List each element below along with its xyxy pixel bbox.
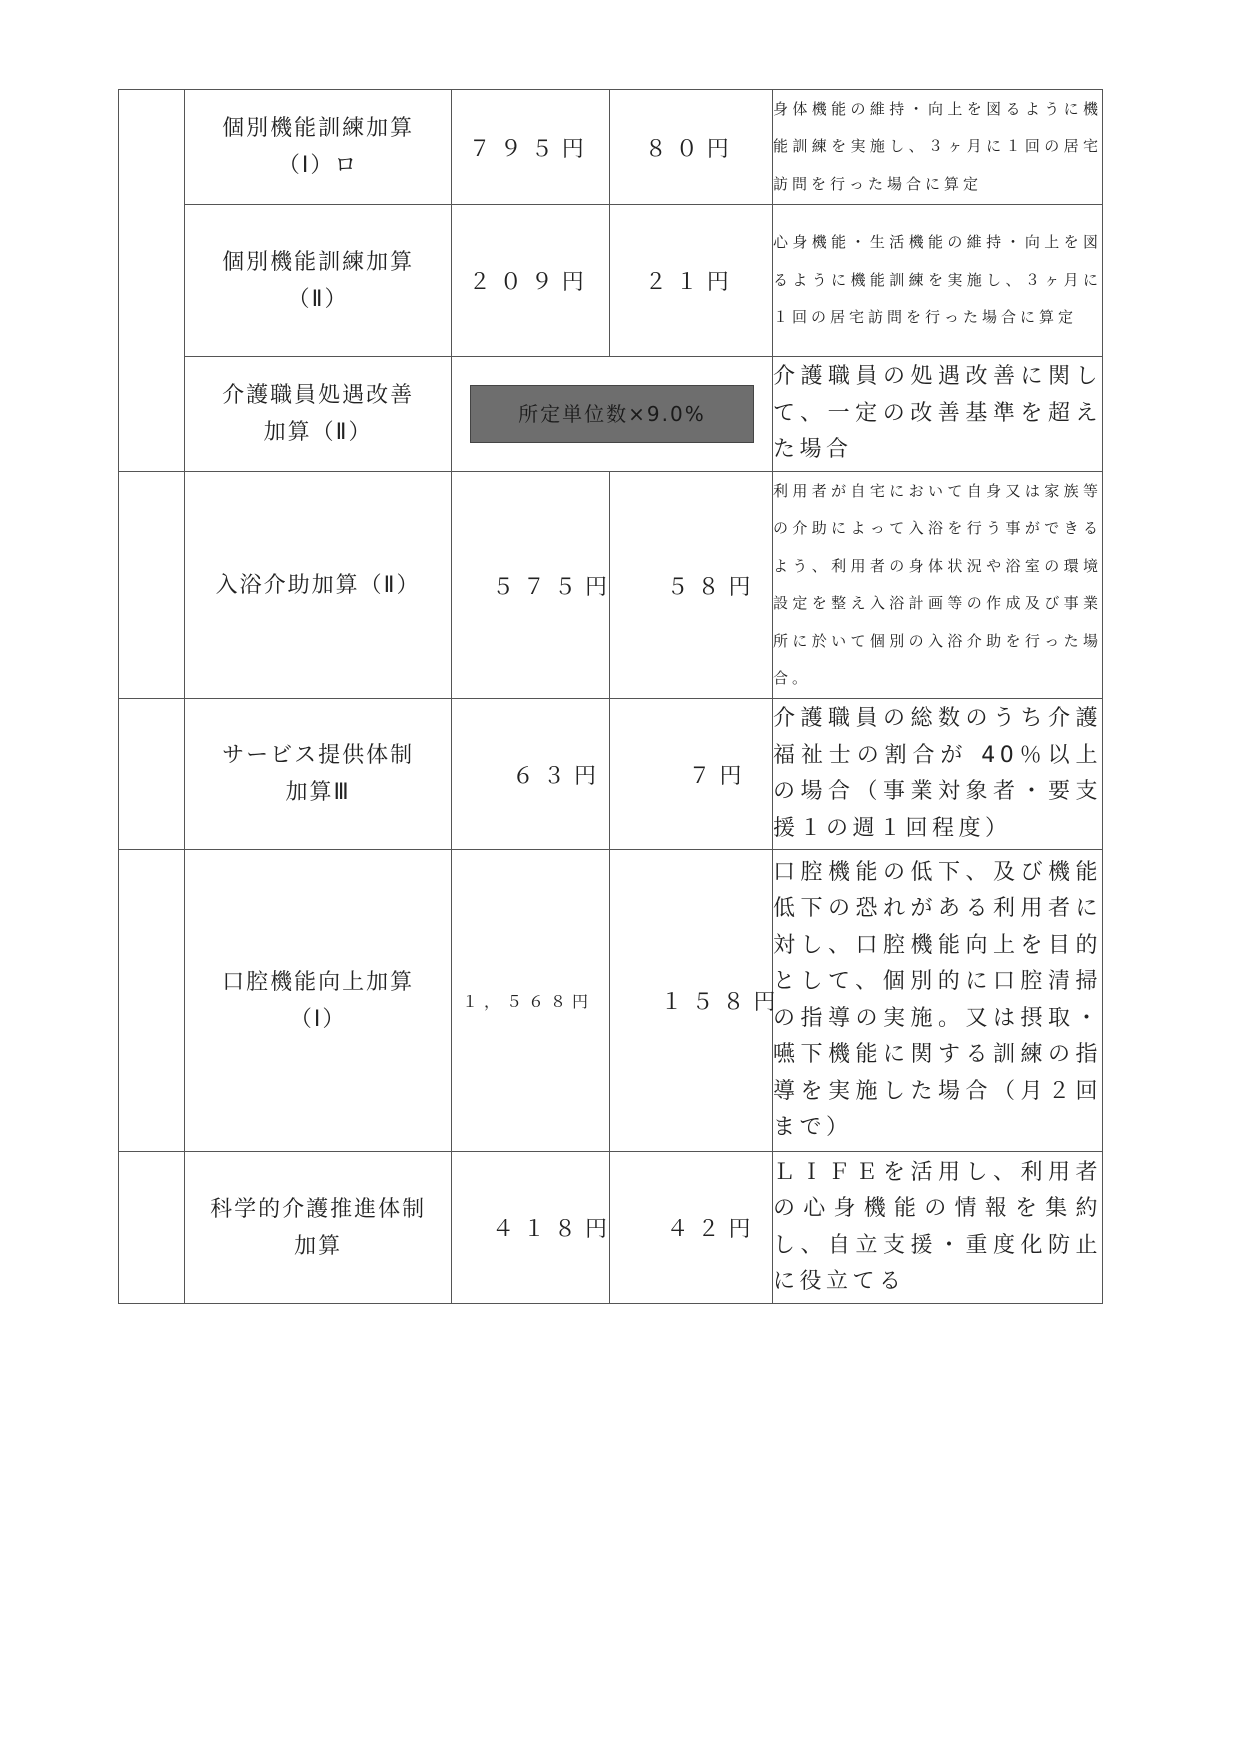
category-cell bbox=[119, 699, 185, 850]
category-cell bbox=[119, 90, 185, 472]
copay-amount: １５８円 bbox=[610, 850, 772, 1152]
condition-text: 口腔機能の低下、及び機能低下の恐れがある利用者に対し、口腔機能向上を目的として、個別的に口腔清掃の指導の実施。又は摂取・嚥下機能に関する訓練の指導を実施した場合（月２回まで） bbox=[772, 850, 1102, 1152]
condition-text: 心身機能・生活機能の維持・向上を図るように機能訓練を実施し、３ヶ月に１回の居宅訪問を行った場合に算定 bbox=[772, 205, 1102, 357]
table-row bbox=[119, 90, 1103, 205]
table-row bbox=[119, 699, 1103, 850]
unit-price: ６３円 bbox=[452, 699, 610, 850]
copay-amount: ２１円 bbox=[610, 205, 772, 357]
merged-amount-cell bbox=[452, 357, 773, 472]
addition-name: 介護職員処遇改善 加算（Ⅱ） bbox=[185, 357, 452, 472]
copay-amount: ４２円 bbox=[610, 1152, 772, 1304]
table-row bbox=[119, 472, 1103, 699]
copay-amount: ８０円 bbox=[610, 90, 772, 205]
fee-table bbox=[118, 89, 1103, 1304]
copay-amount: ５８円 bbox=[610, 472, 772, 699]
copay-amount: ７円 bbox=[610, 699, 772, 850]
unit-price: ４１８円 bbox=[452, 1152, 610, 1304]
addition-name: 個別機能訓練加算 （Ⅱ） bbox=[185, 205, 452, 357]
category-cell bbox=[119, 850, 185, 1152]
unit-price: ５７５円 bbox=[452, 472, 610, 699]
addition-name: サービス提供体制 加算Ⅲ bbox=[185, 699, 452, 850]
category-cell bbox=[119, 472, 185, 699]
condition-text: 介護職員の総数のうち介護福祉士の割合が 40％以上の場合（事業対象者・要支援１の週１回程度） bbox=[772, 699, 1102, 850]
table-row bbox=[119, 1152, 1103, 1304]
condition-text: 介護職員の処遇改善に関して、一定の改善基準を超えた場合 bbox=[772, 357, 1102, 472]
category-cell bbox=[119, 1152, 185, 1304]
table-row bbox=[119, 357, 1103, 472]
table-row bbox=[119, 850, 1103, 1152]
table-row bbox=[119, 205, 1103, 357]
unit-price: １，５６８円 bbox=[452, 850, 610, 1152]
rate-badge: 所定単位数×9.0% bbox=[470, 385, 754, 443]
unit-price: ７９５円 bbox=[452, 90, 610, 205]
condition-text: 身体機能の維持・向上を図るように機能訓練を実施し、３ヶ月に１回の居宅訪問を行った場合に算定 bbox=[772, 90, 1102, 205]
addition-name: 入浴介助加算（Ⅱ） bbox=[185, 472, 452, 699]
condition-text: 利用者が自宅において自身又は家族等の介助によって入浴を行う事ができるよう、利用者の身体状況や浴室の環境設定を整え入浴計画等の作成及び事業所に於いて個別の入浴介助を行った場合。 bbox=[772, 472, 1102, 699]
addition-name: 科学的介護推進体制 加算 bbox=[185, 1152, 452, 1304]
condition-text: ＬＩＦＥを活用し、利用者の心身機能の情報を集約し、自立支援・重度化防止に役立てる bbox=[772, 1152, 1102, 1304]
addition-name: 口腔機能向上加算 （Ⅰ） bbox=[185, 850, 452, 1152]
unit-price: ２０９円 bbox=[452, 205, 610, 357]
addition-name: 個別機能訓練加算 （Ⅰ）ロ bbox=[185, 90, 452, 205]
